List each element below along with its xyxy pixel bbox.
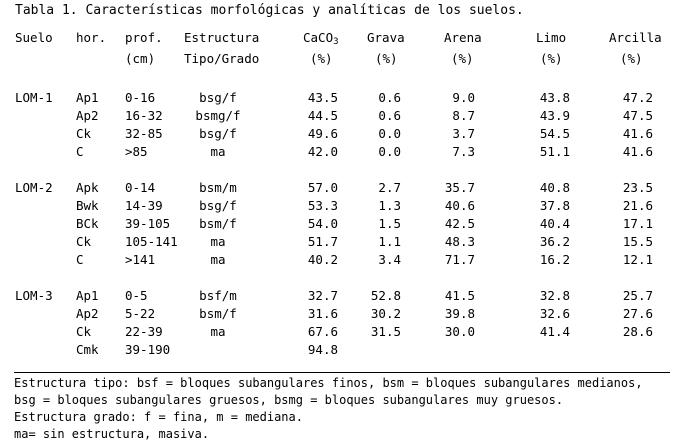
cell-hor: Cmk xyxy=(76,342,99,357)
cell-prof: 0-14 xyxy=(125,180,156,195)
cell-caco3: 44.5 xyxy=(307,108,338,123)
cell-est: ma xyxy=(210,234,226,249)
cell-arena: 40.6 xyxy=(444,198,475,213)
cell-prof: >85 xyxy=(125,144,148,159)
cell-limo: 37.8 xyxy=(539,198,570,213)
cell-est: bsm/f xyxy=(199,306,237,321)
header-arcilla-unit: (%) xyxy=(620,51,643,66)
footnote-2: bsg = bloques subangulares gruesos, bsmg = bloques subangulares muy gruesos. xyxy=(14,393,564,407)
cell-limo: 32.8 xyxy=(539,288,570,303)
cell-arena: 39.8 xyxy=(444,306,475,321)
cell-limo: 54.5 xyxy=(539,126,570,141)
cell-hor: Ck xyxy=(76,324,92,339)
cell-caco3: 57.0 xyxy=(307,180,338,195)
footnote-3: Estructura grado: f = fina, m = mediana. xyxy=(14,410,303,424)
cell-limo: 16.2 xyxy=(539,252,570,267)
cell-arena: 7.3 xyxy=(452,144,475,159)
cell-est: bsm/m xyxy=(199,180,237,195)
cell-est: ma xyxy=(210,252,226,267)
header-caco3-unit: (%) xyxy=(310,51,333,66)
cell-arcilla: 47.2 xyxy=(622,90,653,105)
header-arena-unit: (%) xyxy=(451,51,474,66)
cell-arcilla: 23.5 xyxy=(622,180,653,195)
cell-limo: 32.6 xyxy=(539,306,570,321)
cell-grava: 0.0 xyxy=(378,144,401,159)
cell-prof: 39-105 xyxy=(125,216,171,231)
table-title: Tabla 1. Características morfológicas y analíticas de los suelos. xyxy=(15,3,524,18)
cell-suelo: LOM-1 xyxy=(15,90,53,105)
cell-est: bsg/f xyxy=(199,198,237,213)
cell-est: bsmg/f xyxy=(195,108,241,123)
cell-arena: 8.7 xyxy=(452,108,475,123)
cell-caco3: 31.6 xyxy=(307,306,338,321)
cell-hor: Ck xyxy=(76,126,92,141)
cell-prof: 39-190 xyxy=(125,342,171,357)
cell-grava: 2.7 xyxy=(378,180,401,195)
cell-prof: 14-39 xyxy=(125,198,163,213)
cell-arena: 9.0 xyxy=(452,90,475,105)
footnote-4: ma= sin estructura, masiva. xyxy=(14,427,210,441)
cell-hor: Bwk xyxy=(76,198,99,213)
cell-grava: 52.8 xyxy=(370,288,401,303)
cell-grava: 1.5 xyxy=(378,216,401,231)
header-grava-unit: (%) xyxy=(375,51,398,66)
header-caco3: CaCO$_3$ xyxy=(303,30,339,47)
cell-hor: Ck xyxy=(76,234,92,249)
cell-arcilla: 41.6 xyxy=(622,144,653,159)
cell-arena: 42.5 xyxy=(444,216,475,231)
cell-arcilla: 28.6 xyxy=(622,324,653,339)
cell-caco3: 49.6 xyxy=(307,126,338,141)
cell-caco3: 51.7 xyxy=(307,234,338,249)
cell-hor: BCk xyxy=(76,216,99,231)
cell-arena: 71.7 xyxy=(444,252,475,267)
cell-caco3: 54.0 xyxy=(307,216,338,231)
cell-hor: Ap1 xyxy=(76,288,99,303)
header-estructura: Estructura xyxy=(184,30,260,45)
cell-hor: C xyxy=(76,144,84,159)
cell-prof: 0-5 xyxy=(125,288,148,303)
header-grava: Grava xyxy=(367,30,405,45)
cell-limo: 43.9 xyxy=(539,108,570,123)
cell-prof: 16-32 xyxy=(125,108,163,123)
cell-limo: 36.2 xyxy=(539,234,570,249)
cell-prof: 105-141 xyxy=(125,234,178,249)
cell-grava: 1.3 xyxy=(378,198,401,213)
cell-arcilla: 27.6 xyxy=(622,306,653,321)
cell-caco3: 53.3 xyxy=(307,198,338,213)
cell-limo: 41.4 xyxy=(539,324,570,339)
cell-grava: 31.5 xyxy=(370,324,401,339)
cell-grava: 3.4 xyxy=(378,252,401,267)
cell-suelo: LOM-2 xyxy=(15,180,53,195)
cell-caco3: 42.0 xyxy=(307,144,338,159)
cell-caco3: 67.6 xyxy=(307,324,338,339)
cell-prof: 22-39 xyxy=(125,324,163,339)
cell-arena: 48.3 xyxy=(444,234,475,249)
header-limo: Limo xyxy=(536,30,567,45)
cell-est: bsg/f xyxy=(199,90,237,105)
cell-prof: >141 xyxy=(125,252,156,267)
cell-grava: 0.6 xyxy=(378,90,401,105)
cell-arena: 35.7 xyxy=(444,180,475,195)
cell-est: bsf/m xyxy=(199,288,237,303)
cell-suelo: LOM-3 xyxy=(15,288,53,303)
cell-prof: 5-22 xyxy=(125,306,156,321)
cell-caco3: 43.5 xyxy=(307,90,338,105)
cell-grava: 30.2 xyxy=(370,306,401,321)
cell-hor: C xyxy=(76,252,84,267)
cell-hor: Apk xyxy=(76,180,99,195)
cell-arcilla: 17.1 xyxy=(622,216,653,231)
cell-limo: 43.8 xyxy=(539,90,570,105)
cell-grava: 0.6 xyxy=(378,108,401,123)
header-limo-unit: (%) xyxy=(540,51,563,66)
cell-caco3: 40.2 xyxy=(307,252,338,267)
cell-limo: 51.1 xyxy=(539,144,570,159)
cell-limo: 40.4 xyxy=(539,216,570,231)
cell-hor: Ap2 xyxy=(76,108,99,123)
cell-prof: 0-16 xyxy=(125,90,156,105)
header-suelo: Suelo xyxy=(15,30,53,45)
cell-arcilla: 41.6 xyxy=(622,126,653,141)
cell-est: ma xyxy=(210,144,226,159)
cell-hor: Ap2 xyxy=(76,306,99,321)
cell-caco3: 94.8 xyxy=(307,342,338,357)
cell-arena: 30.0 xyxy=(444,324,475,339)
header-prof-unit: (cm) xyxy=(125,51,156,66)
footnotes xyxy=(14,375,643,443)
header-estructura-sub: Tipo/Grado xyxy=(184,51,260,66)
divider xyxy=(14,372,670,373)
cell-arcilla: 25.7 xyxy=(622,288,653,303)
cell-hor: Ap1 xyxy=(76,90,99,105)
header-hor: hor. xyxy=(76,30,107,45)
cell-grava: 0.0 xyxy=(378,126,401,141)
header-prof: prof. xyxy=(125,30,163,45)
cell-limo: 40.8 xyxy=(539,180,570,195)
cell-caco3: 32.7 xyxy=(307,288,338,303)
cell-est: bsm/f xyxy=(199,216,237,231)
header-arcilla: Arcilla xyxy=(609,30,662,45)
footnote-1: Estructura tipo: bsf = bloques subangulares finos, bsm = bloques subangulares medianos, xyxy=(14,376,643,390)
cell-arcilla: 47.5 xyxy=(622,108,653,123)
cell-prof: 32-85 xyxy=(125,126,163,141)
cell-arcilla: 15.5 xyxy=(622,234,653,249)
cell-est: bsg/f xyxy=(199,126,237,141)
cell-arcilla: 12.1 xyxy=(622,252,653,267)
cell-arcilla: 21.6 xyxy=(622,198,653,213)
header-arena: Arena xyxy=(444,30,482,45)
cell-est: ma xyxy=(210,324,226,339)
cell-arena: 3.7 xyxy=(452,126,475,141)
cell-arena: 41.5 xyxy=(444,288,475,303)
cell-grava: 1.1 xyxy=(378,234,401,249)
